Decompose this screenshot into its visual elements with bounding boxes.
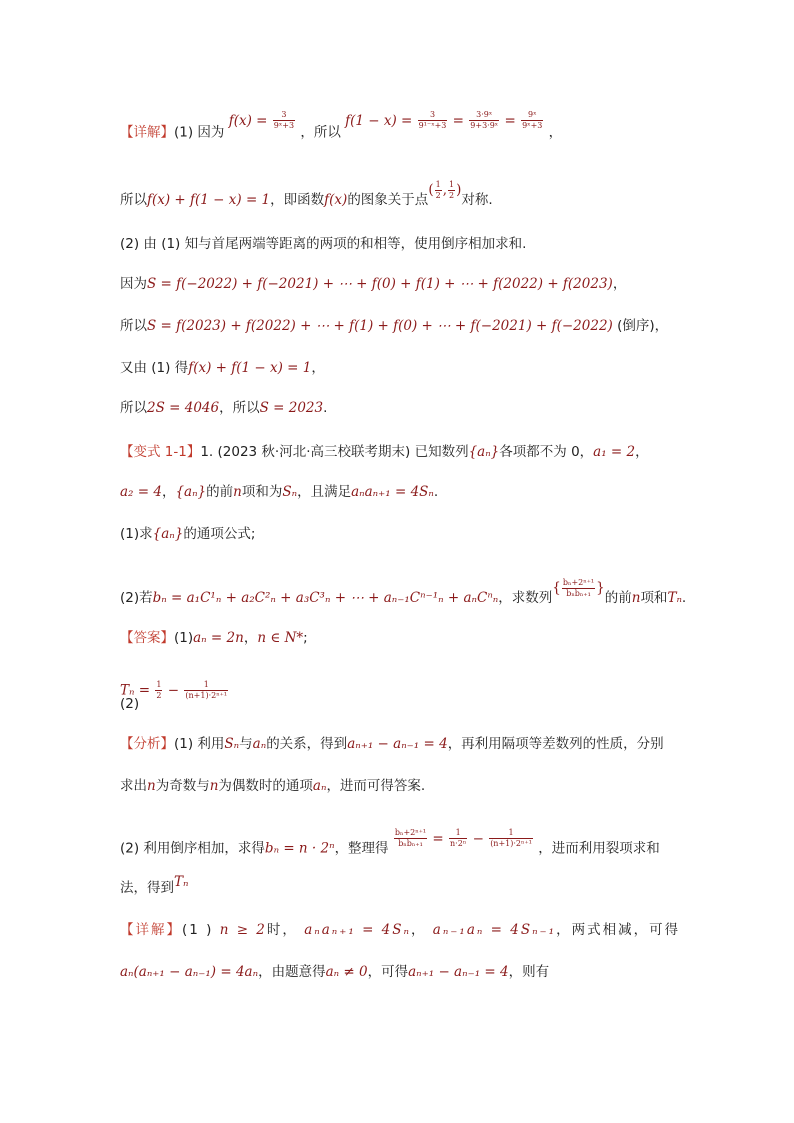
text: ，整理得 <box>334 840 389 857</box>
text: (2)若 <box>120 590 153 606</box>
text: 的前 <box>206 484 234 500</box>
text: 所以 <box>120 400 147 416</box>
equals-sign: = <box>432 830 444 847</box>
line-1: 【详解】(1) 因为 f(x) = $\frac{3}{\text{9ˣ+3}}$ ，所以 f(1 − x) = $\frac{3}{\text{9¹⁻ˣ+3}}$ = $\frac{\text{3·9ˣ}}{\text{9+3·9ˣ}}$ = $\frac{\text{9ˣ}}{\text{9ˣ+3}}$ ， <box>120 110 563 141</box>
line-9 <box>120 482 438 502</box>
text: (倒序)， <box>612 318 669 334</box>
text: . <box>433 484 439 500</box>
math: aₙaₙ₊₁ = 4Sₙ <box>304 922 411 938</box>
text: 为奇数与 <box>155 778 210 794</box>
text: (1 ) <box>182 922 214 938</box>
line-17 <box>120 828 660 859</box>
line-16 <box>120 776 425 796</box>
line-8 <box>120 442 649 462</box>
text: 所以 <box>120 192 147 208</box>
text: ，由题意得 <box>258 964 326 980</box>
math: f(x) = <box>228 112 268 129</box>
minus-sign: − <box>472 830 484 847</box>
math: a₂ = 4 <box>120 484 162 500</box>
text: ，且满足 <box>297 484 352 500</box>
text: ，进而可得答案. <box>326 778 426 794</box>
math: S = f(−2022) + f(−2021) + ⋯ + f(0) + f(1) + ⋯ + f(2022) + f(2023) <box>147 276 613 292</box>
math: S = 2023 <box>259 400 324 416</box>
text: 所以 <box>120 318 147 334</box>
text: ，所以 <box>219 400 260 416</box>
text: 的关系，得到 <box>266 736 348 752</box>
math: aₙ <box>312 778 327 794</box>
text: ，可得 <box>367 964 409 980</box>
fraction: $\frac{3}{\text{9¹⁻ˣ+3}}$ <box>418 110 447 130</box>
text: ，再利用隔项等差数列的性质，分别 <box>447 736 664 752</box>
text: ， <box>243 630 258 646</box>
text: (1) 因为 <box>174 124 225 141</box>
line-4 <box>120 274 626 294</box>
text: . <box>681 590 687 606</box>
math: aₙaₙ₊₁ = 4Sₙ <box>351 484 434 500</box>
fraction: $\frac{1}{\text{(n+1)·2ⁿ⁺¹}}$ <box>185 680 228 700</box>
math: f(x) <box>324 192 348 208</box>
text: ，即函数 <box>270 192 325 208</box>
math: n <box>209 778 219 794</box>
text: ，求数列 <box>498 590 553 606</box>
section-tag: 【变式 1-1】 <box>120 444 201 460</box>
text: 因为 <box>120 276 147 292</box>
minus-sign: − <box>167 682 180 699</box>
text: 项和 <box>640 590 668 606</box>
text: 1. (2023 秋·河北·高三校联考期末) 已知数列 <box>200 444 469 460</box>
math: f(1 − x) = <box>345 112 413 129</box>
text: ，所以 <box>300 124 341 141</box>
text: 为偶数时的通项 <box>218 778 313 794</box>
text: 又由 (1) 得 <box>120 360 189 376</box>
line-10 <box>120 524 255 544</box>
math: f(x) + f(1 − x) = 1 <box>188 360 312 376</box>
line-15 <box>120 734 664 754</box>
math: bₙ = a₁C¹ₙ + a₂C²ₙ + a₃C³ₙ + ⋯ + aₙ₋₁Cⁿ⁻¹ₙ + aₙCⁿₙ <box>152 590 499 606</box>
fraction: $\frac{3}{\text{9ˣ+3}}$ <box>273 110 295 130</box>
math: n ≥ 2 <box>219 922 267 938</box>
text: 的图象关于点 <box>347 192 429 208</box>
section-tag: 【答案】 <box>120 630 174 646</box>
text: 法，得到 <box>120 880 174 896</box>
text: 的通项公式; <box>183 526 256 542</box>
math: n ∈ N* <box>257 630 304 646</box>
line-12 <box>120 628 308 648</box>
line-7 <box>120 398 327 418</box>
fraction: $\frac{1}{2}$ <box>156 680 162 700</box>
line-14: (2) <box>120 696 140 712</box>
section-tag: 【详解】 <box>120 922 182 938</box>
line-20 <box>120 962 549 982</box>
text: ，进而利用裂项求和 <box>538 840 660 857</box>
math: Sₙ <box>282 484 298 500</box>
line-5 <box>120 316 668 336</box>
fraction: $\frac{\text{9ˣ}}{\text{9ˣ+3}}$ <box>522 110 543 130</box>
text: . <box>323 400 328 416</box>
text: ， <box>612 276 627 292</box>
text: 求出 <box>120 778 147 794</box>
text: 时， <box>266 922 298 938</box>
text: (1)求 <box>120 526 153 542</box>
text: (1) 利用 <box>174 736 225 752</box>
math: n <box>147 778 156 794</box>
text: ，则有 <box>508 964 550 980</box>
math: f(x) + f(1 − x) = 1 <box>147 192 271 208</box>
math: 2S = 4046 <box>147 400 220 416</box>
text: (1) <box>174 630 194 646</box>
math: aₙ <box>252 736 267 752</box>
text: 与 <box>239 736 253 752</box>
text: ， <box>410 922 427 938</box>
text: ， <box>311 360 325 376</box>
text: ; <box>303 630 308 646</box>
math: {aₙ} <box>468 444 500 460</box>
math: Tₙ <box>174 874 189 890</box>
math: S = f(2023) + f(2022) + ⋯ + f(1) + f(0) + ⋯ + f(−2021) + f(−2022) <box>147 318 613 334</box>
math: Sₙ <box>224 736 240 752</box>
math: aₙ(aₙ₊₁ − aₙ₋₁) = 4aₙ <box>120 964 259 980</box>
line-19 <box>120 920 680 940</box>
line-2 <box>120 180 493 211</box>
math: n <box>233 484 242 500</box>
section-tag: 【分析】 <box>120 736 174 752</box>
math: Tₙ = <box>120 682 151 699</box>
math: aₙ₋₁aₙ = 4Sₙ₋₁ <box>432 922 557 938</box>
math: n <box>631 590 641 606</box>
text: 对称. <box>461 192 493 208</box>
text: (2) 利用倒序相加，求得 <box>120 840 265 857</box>
line-3: (2) 由 (1) 知与首尾两端等距离的两项的和相等，使用倒序相加求和. <box>120 236 527 252</box>
text: 的前 <box>604 590 632 606</box>
text: 项和为 <box>241 484 283 500</box>
math: Tₙ <box>667 590 682 606</box>
text: ，两式相减，可得 <box>556 922 681 938</box>
sequence-braces: { $\frac{\text{bₙ+2ⁿ⁺¹}}{\text{bₙbₙ₊₁}}$ } <box>552 578 605 598</box>
fraction: $\frac{1}{\text{n·2ⁿ}}$ <box>450 828 467 848</box>
math: aₙ₊₁ − aₙ₋₁ = 4 <box>408 964 509 980</box>
math: {aₙ} <box>175 484 207 500</box>
fraction: $\frac{\text{bₙ+2ⁿ⁺¹}}{\text{bₙbₙ₊₁}}$ <box>394 828 427 848</box>
math: a₁ = 2 <box>593 444 636 460</box>
text: ， <box>635 444 649 460</box>
line-6 <box>120 358 325 378</box>
line-18 <box>120 874 189 898</box>
fraction: $\frac{\text{3·9ˣ}}{\text{9+3·9ˣ}}$ <box>470 110 499 130</box>
math: bₙ = n · 2ⁿ <box>264 840 335 857</box>
text: ， <box>548 124 563 141</box>
fraction: $\frac{1}{\text{(n+1)·2ⁿ⁺¹}}$ <box>490 828 532 848</box>
line-11 <box>120 578 687 609</box>
math: aₙ₊₁ − aₙ₋₁ = 4 <box>347 736 448 752</box>
text: 各项都不为 0， <box>499 444 594 460</box>
section-tag: 【详解】 <box>120 124 174 141</box>
math: {aₙ} <box>152 526 184 542</box>
math: aₙ ≠ 0 <box>325 964 368 980</box>
math: aₙ = 2n <box>193 630 244 646</box>
point-coordinates: ( $\frac{1}{2}$ , $\frac{1}{2}$ ) <box>428 180 462 200</box>
text: ， <box>161 484 176 500</box>
